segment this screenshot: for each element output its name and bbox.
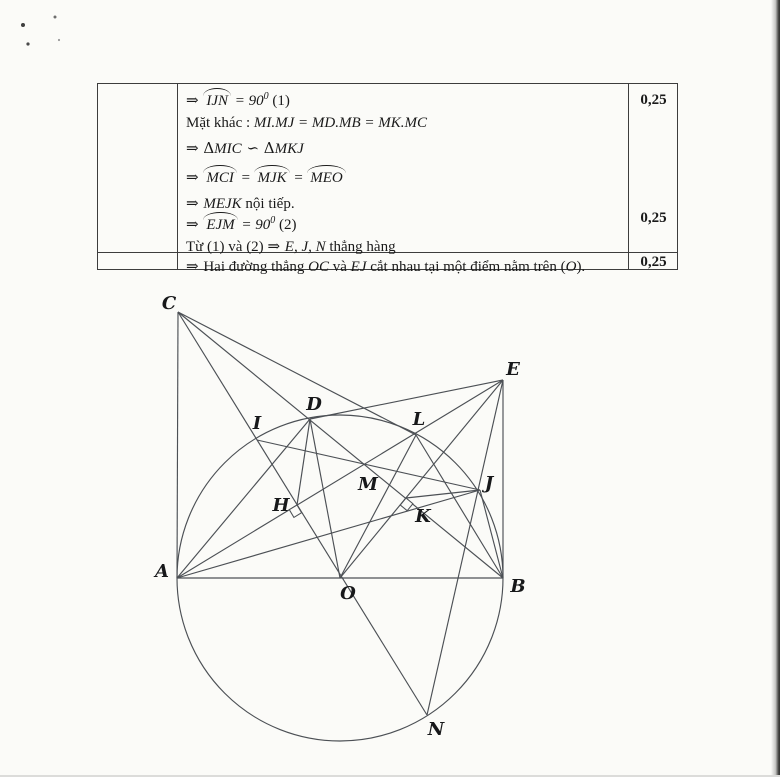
segment-AJ: [177, 490, 480, 578]
scan-speck-1: [21, 23, 25, 27]
scan-edge-right: [771, 0, 780, 777]
segment-AD: [177, 419, 310, 578]
text-run: MKJ: [274, 141, 304, 157]
segment-CL: [178, 312, 416, 435]
text-run: Mặt khác :: [186, 115, 254, 131]
text-run: MEJK: [203, 196, 242, 212]
angle-notation: EJM: [203, 214, 237, 235]
text-run: ⇒: [267, 237, 285, 255]
solution-table: [97, 83, 678, 275]
point-label-E: E: [506, 359, 520, 380]
text-run: ⇒: [186, 168, 204, 186]
text-run: ⇒: [186, 257, 204, 275]
text-run: OC: [308, 259, 329, 275]
text-run: (2): [275, 217, 297, 233]
solution-line-7: [186, 236, 396, 257]
right-angle-marker-H: [289, 505, 301, 517]
score-cell-1: 0,25: [640, 92, 667, 108]
scan-speck-4: [58, 39, 60, 41]
segment-KJ: [406, 490, 480, 498]
point-label-D: D: [306, 394, 322, 415]
score-cell-3: 0,25: [640, 254, 667, 270]
segment-CB: [178, 312, 503, 578]
solution-text-column: [186, 84, 625, 275]
segment-BJ: [480, 490, 503, 578]
solution-line-6: [186, 214, 297, 235]
angle-notation: IJN: [203, 90, 231, 111]
text-run: (1): [268, 93, 290, 109]
point-label-K: K: [415, 506, 431, 527]
scan-speck-2: [54, 16, 57, 19]
score-cell-2: 0,25: [640, 210, 667, 226]
point-label-M: M: [358, 474, 378, 495]
text-run: =: [236, 170, 255, 186]
text-run: cắt nhau tại một điểm nằm trên (: [366, 259, 566, 275]
text-run: và: [328, 259, 351, 275]
text-run: ⇒: [186, 91, 204, 109]
point-label-N: N: [427, 719, 445, 740]
text-run: ∽ Δ: [241, 139, 275, 157]
solution-line-1: [186, 90, 290, 111]
solution-line-2: [186, 113, 427, 133]
angle-notation: MCI: [203, 167, 237, 188]
point-label-L: L: [412, 409, 426, 430]
text-run: = 90: [231, 93, 264, 109]
text-run: MIC: [214, 141, 242, 157]
segment-DO: [310, 419, 340, 578]
text-run: ).: [576, 259, 586, 275]
text-run: =: [289, 170, 308, 186]
segment-AC: [177, 312, 178, 578]
text-run: 0: [270, 215, 276, 226]
point-label-B: B: [510, 576, 526, 597]
point-label-J: J: [484, 473, 494, 494]
text-run: nội tiếp.: [241, 196, 295, 212]
text-run: thẳng hàng: [325, 239, 396, 255]
angle-notation: MJK: [254, 167, 289, 188]
text-run: Hai đường thẳng: [203, 259, 309, 275]
text-run: 0: [263, 91, 269, 102]
angle-notation: MEO: [307, 167, 346, 188]
point-label-I: I: [252, 413, 262, 434]
point-label-A: A: [155, 561, 169, 582]
text-run: = 90: [237, 217, 271, 233]
text-run: ⇒: [186, 215, 204, 233]
solution-line-8: [186, 256, 585, 277]
solution-line-3: [186, 138, 304, 159]
segment-ED: [310, 380, 503, 419]
point-label-O: O: [340, 583, 356, 604]
point-label-H: H: [272, 495, 290, 516]
solution-line-5: [186, 193, 295, 214]
text-run: EJ: [350, 259, 367, 275]
solution-line-4: [186, 167, 346, 188]
point-label-C: C: [161, 293, 177, 314]
scan-speck-3: [26, 42, 29, 45]
right-angle-marker-K: [400, 498, 413, 511]
text-run: O: [565, 259, 577, 275]
text-run: ⇒ Δ: [186, 139, 215, 157]
text-run: E, J, N: [284, 239, 326, 255]
text-run: Từ (1) và (2): [186, 239, 268, 255]
segment-AE: [177, 380, 503, 578]
segment-CN: [178, 312, 427, 715]
text-run: ⇒: [186, 194, 204, 212]
score-column: [628, 84, 679, 269]
table-column-divider: [177, 84, 178, 269]
text-run: MI.MJ = MD.MB = MK.MC: [253, 115, 428, 131]
segment-EN: [427, 380, 503, 715]
